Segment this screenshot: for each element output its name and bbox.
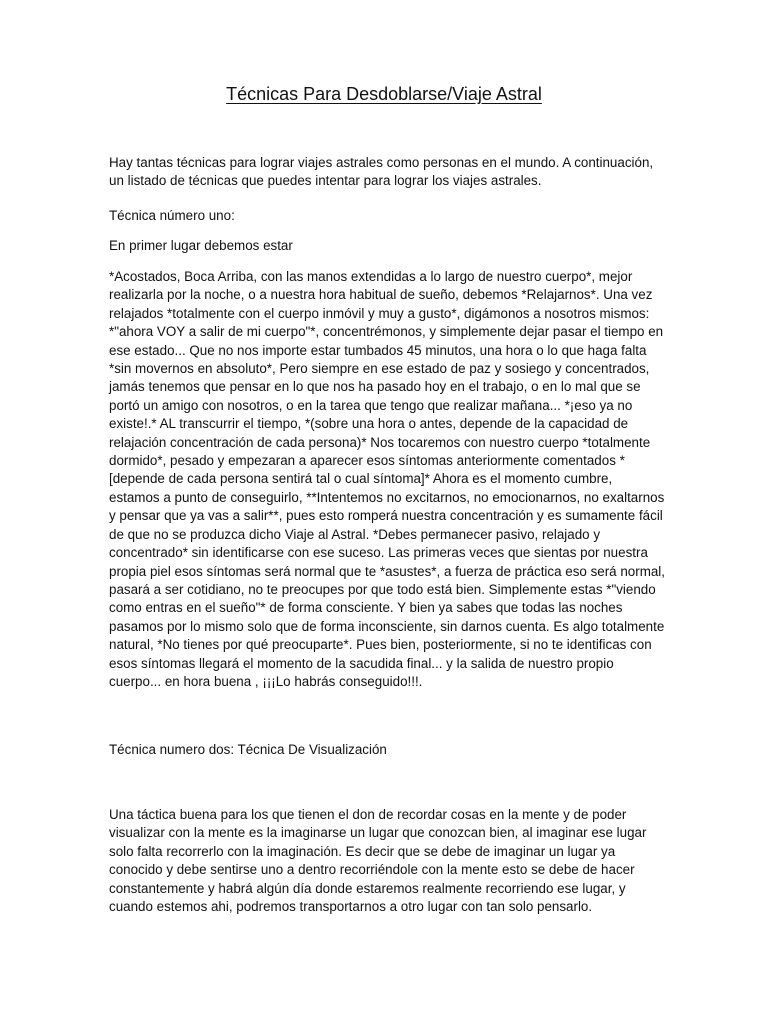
paragraph-technique-one-heading: Técnica número uno: [109,208,235,223]
paragraph-technique-one-body: *Acostados, Boca Arriba, con las manos extendidas a lo largo de nuestro cuerpo*, mejor realizarla por la noche, o a nuestra hora habitual de sueño, debemos *Relajarnos*. Una vez relajados *totalmente con el cuerpo inmóvil y muy a gusto*, digámonos a nosotros mismos: *"ahora VOY a salir de mi cuerpo"*, concentrémonos, y simplemente dejar pasar el tiempo en ese estado... Que no nos importe estar tumbados 45 minutos, una hora o lo que haga falta *sin movernos en absoluto*, Pero siempre en ese estado de paz y sosiego y concentrados, jamás tenemos que pensar en lo que nos ha pasado hoy en el trabajo, o en lo mal que se portó un amigo con nosotros, o en la tarea que tengo que realizar mañana... *¡eso ya no existe!.* AL transcurrir el tiempo, *(sobre una hora o antes, depende de la capacidad de relajación concentración de cada persona)* Nos tocaremos con nuestro cuerpo *totalmente dormido*, pesado y empezaran a aparecer esos síntomas anteriormente comentados *[depende de cada persona sentirá tal o cual síntoma]* Ahora es el momento cumbre, estamos a punto de conseguirlo, **Intentemos no excitarnos, no emocionarnos, no exaltarnos y pensar que ya vas a salir**, pues esto romperá nuestra concentración y es sumamente fácil de que no se produzca dicho Viaje al Astral. *Debes permanecer pasivo, relajado y concentrado* sin identificarse con ese suceso. Las primeras veces que sientas por nuestra propia piel esos síntomas será normal que te *asustes*, a fuerza de práctica eso será normal, pasará a ser cotidiano, no te preocupes por que todo está bien. Simplemente estas *"viendo como entras en el sueño"* de forma consciente. Y bien ya sabes que todas las noches pasamos por lo mismo solo que de forma inconsciente, sin darnos cuenta. Es algo totalmente natural, *No tienes por qué preocuparte*. Pues bien, posteriormente, si no te identificas con esos síntomas llegará el momento de la sacudida final... y la salida de nuestro propio cuerpo... en hora buena , ¡¡¡Lo habrás conseguido!!!. [109,269,665,689]
paragraph-technique-two-heading: Técnica numero dos: Técnica De Visualización [109,742,387,757]
document-title: Técnicas Para Desdoblarse/Viaje Astral [226,84,542,104]
paragraph-first-step: En primer lugar debemos estar [109,238,293,253]
paragraph-intro: Hay tantas técnicas para lograr viajes astrales como personas en el mundo. A continuación, un listado de técnicas que puedes intentar para lograr los viajes astrales. [109,155,654,189]
paragraph-technique-two-body: Una táctica buena para los que tienen el don de recordar cosas en la mente y de poder visualizar con la mente es la imaginarse un lugar que conozcan bien, al imaginar ese lugar solo falta recorrerlo con la imaginación. Es decir que se debe de imaginar un lugar ya conocido y debe sentirse uno a dentro recorriéndole con la mente esto se debe de hacer constantemente y habrá algún día donde estaremos realmente recorriendo ese lugar, y cuando estemos ahi, podremos transportarnos a otro lugar con tan solo pensarlo. [109,807,647,915]
